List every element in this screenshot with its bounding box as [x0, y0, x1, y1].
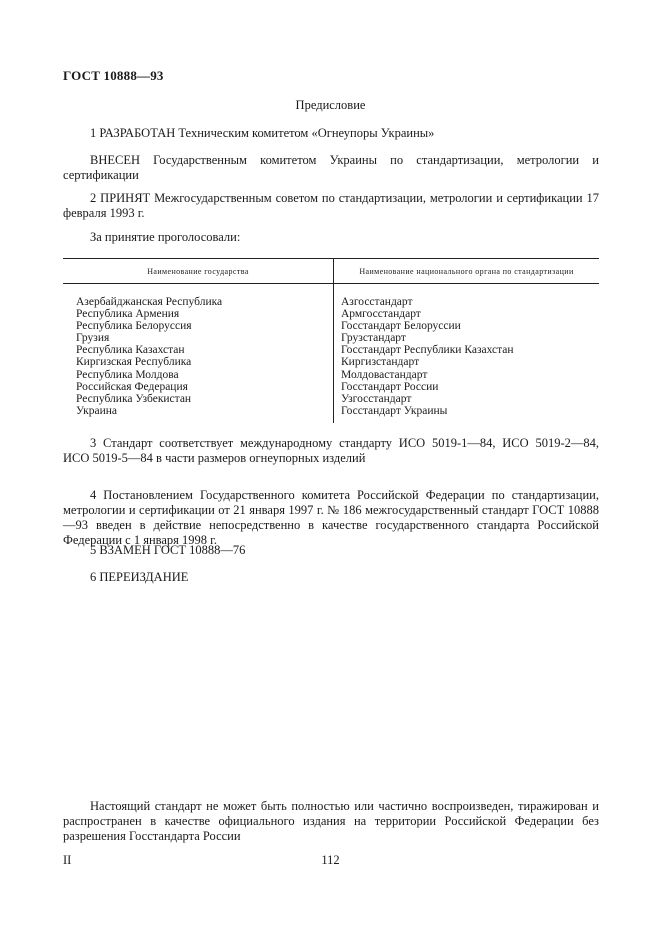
paragraph-compliance: 3 Стандарт соответствует международному стандарту ИСО 5019-1—84, ИСО 5019-2—84, ИСО 5019-5—84 в части размеров огнеупорных изделий: [63, 436, 599, 465]
footer-roman-numeral: II: [63, 853, 72, 867]
paragraph-introduced: ВНЕСЕН Государственным комитетом Украины по стандартизации, метрологии и сертификации: [63, 153, 599, 182]
standards-body: Госстандарт Белоруссии: [341, 320, 461, 333]
state-name: Грузия: [76, 332, 110, 345]
standards-body: Киргизстандарт: [341, 356, 420, 369]
state-name: Республика Казахстан: [76, 344, 185, 357]
standards-body: Азгосстандарт: [341, 296, 413, 308]
paragraph-decree: 4 Постановлением Государственного комитета Российской Федерации по стандартизации, метрологии и сертификации от 21 января 1997 г. № 186 межгосударственный стандарт ГОСТ 10888—93 введен в действие непосредственно в качестве государственного стандарта Российской Федерации с 1 января 1998 г.: [63, 488, 599, 547]
copyright-notice: Настоящий стандарт не может быть полностью или частично воспроизведен, тиражирован и распространен в качестве официального издания на территории Российской Федерации без разрешения Госстандарта России: [63, 799, 599, 843]
standards-body: Госстандарт Республики Казахстан: [341, 344, 514, 357]
paragraph-replaces: 5 ВЗАМЕН ГОСТ 10888—76: [90, 543, 246, 557]
table-header-row: [63, 259, 599, 284]
bodies-column: [334, 284, 600, 423]
state-name: Российская Федерация: [76, 380, 188, 393]
state-name: Киргизская Республика: [76, 356, 192, 369]
state-name: Республика Белоруссия: [76, 320, 192, 333]
vote-intro: За принятие проголосовали:: [90, 230, 241, 244]
state-name: Республика Молдова: [76, 368, 179, 381]
paragraph-adopted: 2 ПРИНЯТ Межгосударственным советом по стандартизации, метрологии и сертификации 17 февраля 1993 г.: [63, 191, 599, 220]
paragraph-developed: 1 РАЗРАБОТАН Техническим комитетом «Огнеупоры Украины»: [90, 126, 435, 140]
state-name: Азербайджанская Республика: [76, 296, 223, 308]
standards-body: Армгосстандарт: [341, 308, 421, 321]
page-number: 112: [321, 853, 340, 867]
state-name: Республика Узбекистан: [76, 392, 192, 405]
standards-body: Госстандарт Украины: [341, 404, 448, 417]
paragraph-reissue: 6 ПЕРЕИЗДАНИЕ: [90, 570, 189, 584]
column-header-state: Наименование государства: [63, 259, 334, 284]
document-code: ГОСТ 10888—93: [63, 68, 164, 83]
standards-body: Молдовастандарт: [341, 368, 428, 381]
state-name: Украина: [76, 404, 117, 417]
section-title: Предисловие: [295, 98, 366, 112]
state-name: Республика Армения: [76, 308, 180, 321]
standards-body: Госстандарт России: [341, 380, 439, 393]
standards-body: Узгосстандарт: [341, 392, 412, 405]
standards-body: Грузстандарт: [341, 332, 406, 345]
table-body-row: [63, 284, 599, 423]
voting-table: [63, 258, 599, 423]
column-header-body: Наименование национального органа по стандартизации: [334, 259, 600, 284]
states-column: [63, 284, 334, 423]
